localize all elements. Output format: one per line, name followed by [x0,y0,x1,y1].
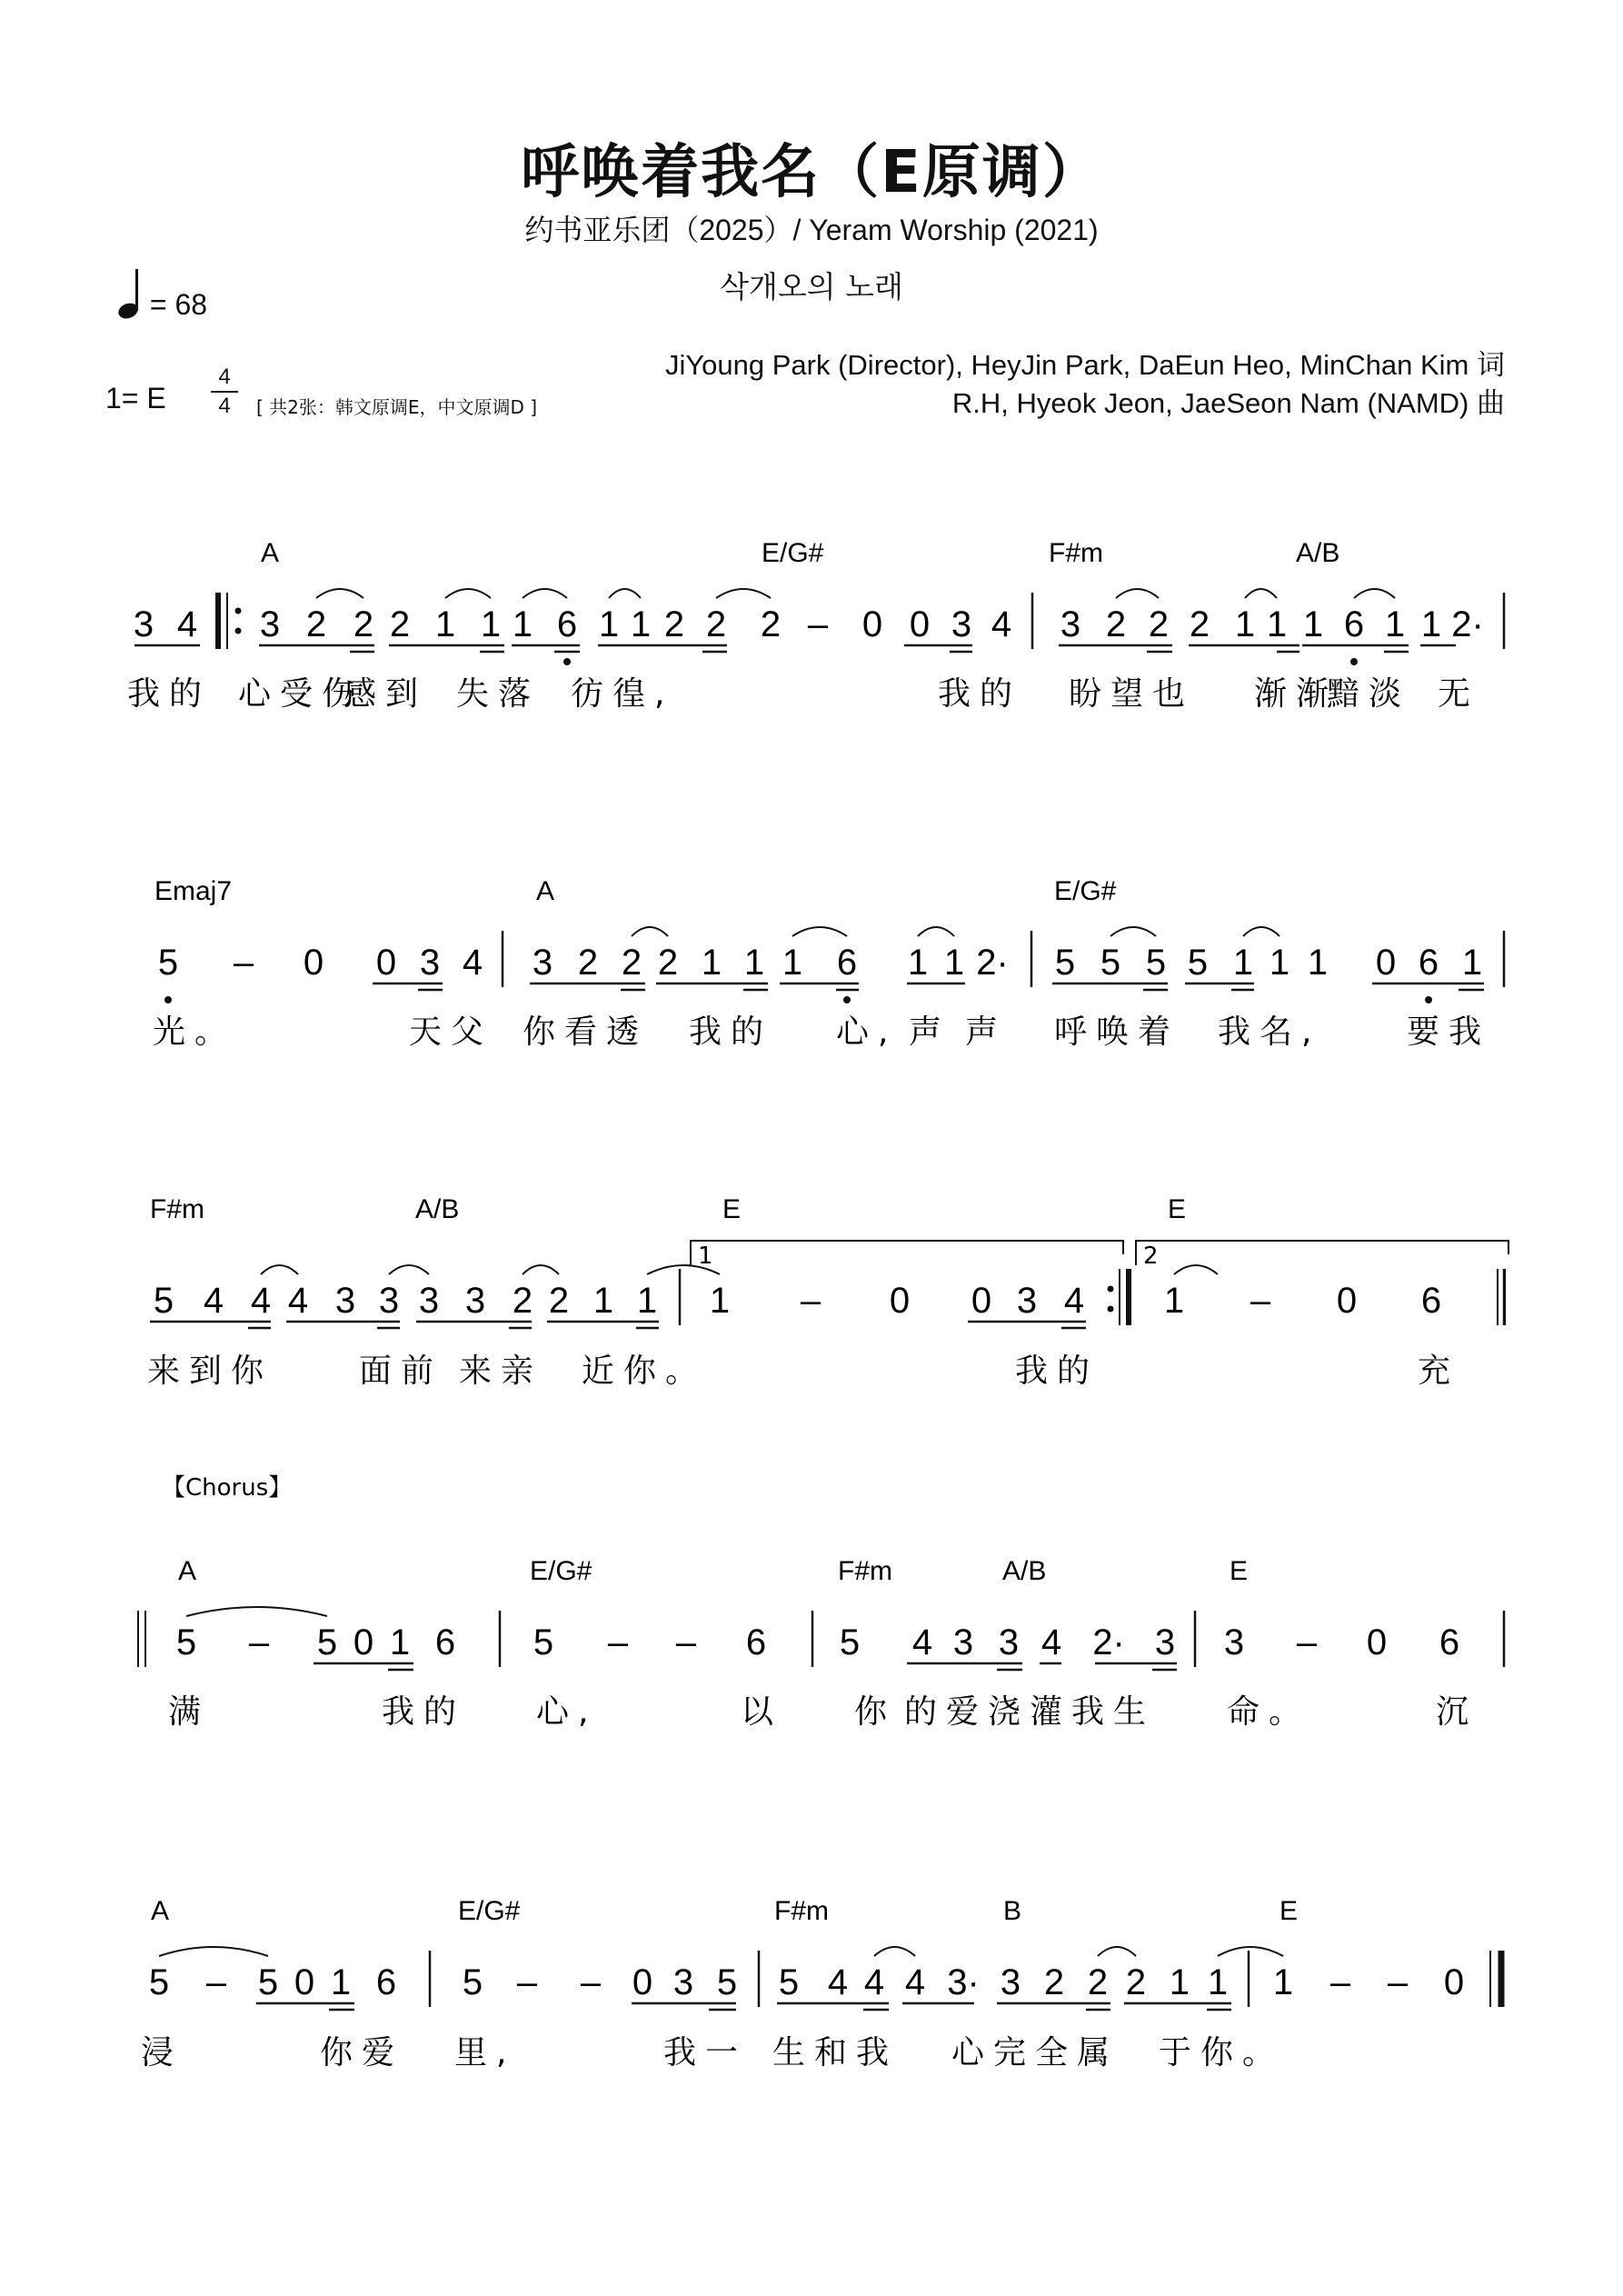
tie-slur [874,1947,915,1956]
note-number: – [807,604,829,644]
note-number: 3 [464,1281,486,1321]
note-number: 5 [316,1622,338,1662]
chord-label: E [1230,1556,1249,1586]
note-number: 5 [157,943,179,983]
note-number: 6 [1439,1622,1460,1662]
lyric-text: 面前 [359,1353,443,1390]
lyric-text: 你爱 [320,2034,404,2071]
chord-label: E [1279,1896,1299,1926]
note-number: 4 [1041,1622,1062,1662]
note-number: 5 [1145,943,1167,983]
tie-slur [523,1265,559,1274]
tie-slur [1245,589,1277,598]
note-number: 3· [947,1962,980,2002]
note-number: 3 [952,1622,974,1662]
note-number: 1 [1384,604,1406,644]
system-4 [168,1556,1504,1731]
note-number: 4 [827,1962,849,2002]
note-number: 0 [889,1281,911,1321]
key-note: [ 共2张：韩文原调E，中文原调D ] [256,396,538,418]
chord-label: E [1168,1194,1187,1224]
note-number: 4 [911,1622,933,1662]
note-number: 0 [1375,943,1397,983]
note-number: 0 [303,943,324,983]
note-number: 4 [287,1281,309,1321]
note-number: 2 [512,1281,533,1321]
volta-bracket-1 [691,1241,1123,1265]
note-number: – [1329,1962,1351,2002]
note-number: 2 [657,943,679,983]
note-number: 1 [1461,943,1483,983]
lyric-text: 我一 [663,2034,748,2071]
note-number: – [580,1962,602,2002]
tie-slur [445,589,491,598]
note-number: 4 [176,604,198,644]
tie-slur [186,1607,327,1616]
note-number: 1 [1234,604,1256,644]
note-number: 5 [716,1962,738,2002]
lyric-text: 彷徨, [571,675,674,713]
tie-slur [1110,927,1156,936]
note-number: 6 [434,1622,456,1662]
note-number: 2 [1189,604,1210,644]
tie-slur [1243,927,1279,936]
note-number: 3 [259,604,281,644]
lyric-text: 我的 [1015,1353,1100,1390]
octave-dot [1425,996,1432,1003]
tie-slur [523,589,567,598]
note-number: 0 [861,604,883,644]
chord-label: F#m [774,1896,829,1926]
note-number: – [800,1281,821,1321]
lyric-text: 满 [168,1693,211,1731]
chord-label: E/G# [458,1896,521,1926]
note-number: 0 [632,1962,653,2002]
time-sig-top: 4 [218,364,231,389]
note-number: 1 [330,1962,352,2002]
note-number: 3 [1016,1281,1038,1321]
note-number: – [205,1962,227,2002]
composer-credit: R.H, Hyeok Jeon, JaeSeon Nam (NAMD) 曲 [951,387,1505,419]
note-number: 0 [1366,1622,1388,1662]
system-5 [141,1896,1464,2071]
note-number: 3 [1154,1622,1176,1662]
chord-label: E/G# [762,538,824,568]
lyric-text: 黯淡 [1327,675,1411,713]
song-subtitle: 约书亚乐团（2025）/ Yeram Worship (2021) [524,214,1099,246]
chord-label: A/B [1296,538,1340,568]
note-number: 3 [133,604,154,644]
lyric-text: 我的 [938,675,1022,713]
lyric-text: 心完全属 [951,2034,1120,2071]
note-number: 1 [512,604,533,644]
note-number: – [607,1622,629,1662]
chord-label: E/G# [1054,876,1117,906]
volta-number-2: 2 [1143,1243,1159,1270]
note-number: 5 [1100,943,1121,983]
tie-slur [918,927,954,936]
octave-dot [1350,658,1358,665]
note-number: 6 [375,1962,397,2002]
note-number: 5 [462,1962,483,2002]
chord-label: E/G# [530,1556,592,1586]
lyric-text: 的爱浇灌我生 [904,1693,1156,1731]
note-number: 1 [1269,943,1290,983]
chord-label: A [536,876,555,906]
lyric-text: 里, [454,2034,516,2071]
tie-slur [389,1265,429,1274]
note-number: 1 [943,943,965,983]
note-number: 5 [1187,943,1209,983]
note-number: 2 [1105,604,1127,644]
volta-bracket-2 [1136,1241,1508,1265]
tie-slur [1174,1265,1218,1274]
octave-dot [563,658,571,665]
note-number: 1 [709,1281,731,1321]
note-number: 3 [334,1281,356,1321]
note-number: 1 [1302,604,1324,644]
tie-slur [632,927,668,936]
note-number: 1 [434,604,456,644]
note-number: 0 [1443,1962,1465,2002]
lyricist-credit: JiYoung Park (Director), HeyJin Park, DaEun Heo, MinChan Kim 词 [664,349,1505,381]
note-number: 5 [533,1622,554,1662]
system-1 [127,538,1504,713]
lyric-text: 命。 [1227,1693,1311,1731]
note-number: 2 [305,604,327,644]
note-number: – [248,1622,270,1662]
note-number: 4 [991,604,1012,644]
note-number: 1 [389,1622,411,1662]
lyric-text: 浸 [141,2034,184,2071]
note-number: 1 [1163,1281,1185,1321]
lyric-text: 来亲 [459,1353,543,1390]
note-number: 1 [480,604,502,644]
note-number: 0 [294,1962,315,2002]
note-number: 5 [778,1962,800,2002]
tie-slur [1218,1947,1283,1956]
note-number: 3 [419,943,441,983]
note-number: 2· [1451,604,1484,644]
note-number: 4 [250,1281,272,1321]
note-number: 0 [1336,1281,1358,1321]
note-number: 4 [1063,1281,1085,1321]
note-number: 4 [863,1962,885,2002]
note-number: 1 [1169,1962,1190,2002]
note-number: 3 [1223,1622,1245,1662]
lyric-text: 生和我 [772,2034,899,2071]
note-number: 5 [148,1962,170,2002]
octave-dot [843,996,851,1003]
note-number: 2 [353,604,374,644]
tie-slur [261,1265,298,1274]
note-number: 6 [745,1622,767,1662]
note-number: 2 [705,604,727,644]
note-number: 3 [1000,1962,1021,2002]
lyric-text: 声 [909,1013,951,1051]
lyric-text: 近你。 [582,1353,708,1390]
note-number: 1 [1272,1962,1294,2002]
chord-label: E [722,1194,742,1224]
note-number: 2· [1092,1622,1125,1662]
note-number: 1 [782,943,803,983]
tie-slur [609,589,641,598]
tie-slur [1354,589,1395,598]
note-number: 3 [998,1622,1020,1662]
lyric-text: 于你。 [1159,2034,1285,2071]
note-number: 5 [257,1962,279,2002]
chord-label: A [261,538,280,568]
tie-slur [1098,1947,1136,1956]
note-number: 5 [1054,943,1076,983]
note-number: 3 [378,1281,400,1321]
lyric-text: 你看透 [523,1013,649,1051]
lyric-text: 以 [741,1693,783,1731]
note-number: 1 [1266,604,1288,644]
note-number: 2 [548,1281,570,1321]
lyric-text: 我的 [382,1693,466,1731]
note-number: 3 [951,604,972,644]
volta-number-1: 1 [698,1243,713,1270]
note-number: 4 [904,1962,926,2002]
note-number: 0 [353,1622,374,1662]
note-number: 0 [971,1281,992,1321]
note-number: 1 [1307,943,1329,983]
note-number: 6 [1420,1281,1442,1321]
note-number: 1 [592,1281,614,1321]
note-number: 2 [577,943,599,983]
note-number: 1 [701,943,722,983]
note-number: – [1387,1962,1409,2002]
note-number: 3 [418,1281,440,1321]
lyric-text: 感到 [344,675,428,713]
note-number: 2 [389,604,411,644]
note-number: – [1250,1281,1271,1321]
note-number: 5 [153,1281,174,1321]
system-2 [153,876,1504,1051]
note-number: 2 [1125,1962,1147,2002]
lyric-text: 充 [1418,1353,1460,1390]
lyric-text: 渐渐 [1254,675,1339,713]
lyric-text: 声 [965,1013,1008,1051]
lyric-text: 盼望也 [1069,675,1195,713]
lyric-text: 我的 [127,675,212,713]
tie-slur [159,1947,268,1956]
time-sig-bottom: 4 [218,394,231,418]
note-number: 2 [760,604,782,644]
note-number: 3 [1060,604,1081,644]
tie-slur [1116,589,1159,598]
note-number: 0 [909,604,931,644]
lyric-text: 光。 [153,1013,237,1051]
note-number: 1 [1232,943,1254,983]
lyric-text: 天父 [409,1013,493,1051]
section-label-chorus: 【Chorus】 [162,1474,293,1502]
song-title: 呼唤着我名（E原调） [521,139,1102,206]
lyric-text: 无 [1438,675,1480,713]
note-number: 1 [907,943,929,983]
system-3 [147,1194,1504,1390]
note-number: 6 [1343,604,1365,644]
note-number: 4 [462,943,483,983]
lyric-text: 沉 [1436,1693,1479,1731]
note-number: 1 [630,604,652,644]
note-number: – [675,1622,697,1662]
chord-label: F#m [1049,538,1103,568]
chord-label: A/B [1002,1556,1047,1586]
note-number: 1 [636,1281,658,1321]
tie-slur [316,589,363,598]
lyric-text: 你 [854,1693,897,1731]
octave-dot [164,996,172,1003]
chord-label: A [178,1556,197,1586]
key-signature: 1= E [105,382,166,414]
note-number: 1 [1420,604,1442,644]
note-number: – [516,1962,538,2002]
note-number: 6 [556,604,578,644]
lyric-text: 心, [536,1693,598,1731]
note-number: 0 [375,943,397,983]
lyric-text: 来到你 [147,1353,274,1390]
note-number: 6 [1418,943,1439,983]
lyric-text: 要我 [1407,1013,1491,1051]
note-number: 4 [203,1281,224,1321]
note-number: 2 [663,604,685,644]
lyric-text: 心受伤 [238,675,364,713]
note-number: – [1296,1622,1318,1662]
chord-label: F#m [150,1194,204,1224]
lyric-text: 心, [836,1013,898,1051]
chord-label: Emaj7 [154,876,233,906]
note-number: 2 [1148,604,1170,644]
note-number: 5 [839,1622,861,1662]
chord-label: A [151,1896,170,1926]
note-number: 2· [976,943,1009,983]
note-number: 2 [1043,1962,1065,2002]
chord-label: B [1003,1896,1022,1926]
note-number: 2 [1087,1962,1109,2002]
lyric-text: 呼唤着 [1054,1013,1180,1051]
korean-title: 삭개오의 노래 [720,269,903,304]
note-number: – [233,943,254,983]
chord-label: A/B [415,1194,460,1224]
lyric-text: 失落 [456,675,541,713]
lyric-text: 我的 [689,1013,773,1051]
note-number: 2 [621,943,642,983]
note-number: 1 [1207,1962,1229,2002]
lyric-text: 我名, [1218,1013,1321,1051]
note-number: 5 [175,1622,197,1662]
note-number: 1 [598,604,620,644]
tie-slur [716,589,771,598]
note-number: 1 [743,943,765,983]
tempo-value: = 68 [149,288,208,321]
note-number: 3 [532,943,553,983]
tie-slur [792,927,847,936]
chord-label: F#m [838,1556,892,1586]
note-number: 6 [836,943,858,983]
note-number: 3 [672,1962,694,2002]
